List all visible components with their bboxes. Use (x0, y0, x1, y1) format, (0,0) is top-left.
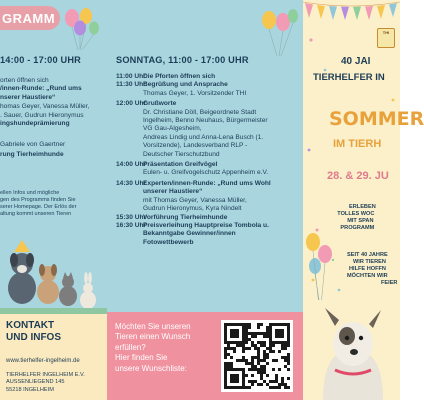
program-row (116, 134, 271, 142)
program-time: 15:30 Uhr (116, 213, 147, 221)
program-row (116, 230, 271, 238)
program-time (116, 125, 143, 133)
club-logo: THI (377, 28, 395, 48)
program-row (116, 109, 271, 117)
anniversary-line: SEIT 40 JAHRE (347, 252, 388, 258)
balloons-illustration (303, 228, 343, 308)
invite-line: PROGRAMM (340, 225, 375, 231)
program-text: Vorführung Tierheimhunde (143, 213, 228, 221)
program-text: Deutscher Tierschutzbund (143, 150, 220, 158)
info-line: altung kommt unseren Tieren (0, 211, 72, 217)
program-time (116, 169, 143, 177)
anniversary-line: MÖCHTEN WIR (347, 273, 388, 279)
program-time (116, 205, 143, 213)
anniversary-line: HILFE HOFFN (349, 266, 386, 272)
program-row (116, 117, 271, 125)
program-text: Bekanntgabe Gewinner/innen (143, 230, 236, 238)
program-title: GRAMM (2, 11, 56, 26)
program-text: Präsentation Greifvögel (143, 161, 218, 169)
program-time: 11:30 Uhr (116, 81, 146, 89)
wishlist-qr-code[interactable] (221, 320, 293, 392)
animals-illustration (0, 232, 107, 314)
program-time (116, 188, 143, 196)
anniversary-line: FEIER (381, 280, 398, 286)
program-text: Preisverleihung Hauptpreise Tombola u. (143, 221, 269, 229)
wishlist-line: erfüllen? (115, 342, 146, 352)
invite-line: TOLLES WOC (337, 211, 375, 217)
contact-heading-line: KONTAKT (6, 320, 55, 331)
program-row (116, 169, 271, 177)
sunday-heading: SONNTAG, 11:00 - 17:00 UHR (116, 55, 249, 65)
wishlist-line: Tieren einen Wunsch (115, 332, 191, 342)
middle-panel (107, 0, 303, 400)
contact-box (0, 314, 107, 400)
event-dates: 28. & 29. JU (327, 170, 389, 182)
program-time: 12:00 Uhr (116, 100, 147, 108)
program-text: Gudrun Hieronymus, Kyra Nindelt (143, 205, 242, 213)
invite-line: ERLEBEN (349, 204, 376, 210)
address-line: TIERHELFER INGELHEIM E.V. (6, 372, 85, 378)
program-text: Begrüßung und Ansprache (143, 81, 228, 89)
left-program-line: ingshundeprämierung (0, 120, 70, 127)
dog-photo (303, 300, 400, 400)
program-row (116, 81, 271, 89)
invite-line: MIT SPAN (347, 218, 374, 224)
program-row (116, 239, 271, 247)
program-text: mit Thomas Geyer, Vanessa Müller, (143, 196, 247, 204)
program-time: 11:00 Uhr (116, 73, 146, 80)
program-text: Thomas Geyer, 1. Vorsitzender THI (143, 89, 247, 97)
address-line: AUSSENLIEGEND 145 (6, 379, 65, 386)
program-time (116, 151, 143, 159)
website-link[interactable]: www.tierhelfer-ingelheim.de (6, 358, 80, 364)
program-row (116, 142, 271, 150)
left-program-line: homas Geyer, Vanessa Müller, (0, 103, 90, 110)
event-subtitle: IM TIERH (333, 138, 382, 150)
wishlist-line: Möchten Sie unseren (115, 322, 191, 331)
program-text: Dr. Christiane Döll, Beigeordnete Stadt (143, 108, 257, 116)
program-row (116, 90, 271, 98)
program-text: unserer Haustiere“ (143, 188, 203, 196)
program-title-banner (0, 6, 60, 30)
saturday-heading: 14:00 - 17:00 UHR (0, 55, 82, 65)
program-time: 14:30 Uhr (116, 179, 147, 187)
program-text: Die Pforten öffnen sich (143, 73, 216, 80)
wishlist-line: Hier finden Sie (115, 353, 168, 363)
program-row (116, 205, 271, 213)
anniversary-line: WIR TIEREN (353, 259, 386, 265)
program-text: Eulen- u. Greifvogelschutz Appenheim e.V. (143, 169, 269, 177)
program-text: Grußworte (143, 100, 177, 108)
program-text: Experten/innen-Runde: „Rund ums Wohl (143, 179, 271, 187)
anniversary-title: 40 JAI (341, 56, 371, 67)
left-panel (0, 0, 107, 400)
contact-heading (6, 320, 61, 344)
left-program-line: nserer Haustiere“ (0, 93, 56, 101)
program-text: Fotowettbewerb (143, 238, 194, 246)
qr-code-icon (221, 320, 293, 392)
program-row (116, 151, 271, 159)
program-time (116, 239, 143, 247)
left-program-line: Gabriele von Gaertner (0, 141, 66, 148)
right-panel (303, 0, 424, 400)
program-time (116, 142, 143, 150)
program-time: 14:00 Uhr (116, 161, 147, 169)
program-time (116, 90, 143, 98)
info-line: ellen Infos und mögliche (0, 190, 60, 196)
address-line: 55218 INGELHEIM (6, 386, 54, 393)
info-line: serer Homepage. Der Erlös der (0, 204, 77, 210)
program-row (116, 161, 271, 169)
program-text: Vorsitzende), Landesverband RLP - (143, 142, 248, 150)
program-text: VG Gau-Algesheim, (143, 125, 202, 133)
program-row (116, 73, 271, 81)
program-row (116, 180, 271, 188)
event-title: SOMMER (329, 108, 424, 130)
sunday-program (116, 73, 271, 247)
address (6, 372, 85, 394)
program-time (116, 197, 143, 205)
wishlist-text (115, 322, 215, 374)
wishlist-line: unsere Wunschliste: (115, 363, 187, 373)
program-row (116, 188, 271, 196)
info-note (0, 190, 76, 218)
program-row (116, 125, 271, 133)
anniversary-subtitle: TIERHELFER IN (313, 72, 385, 83)
left-program-line: . Sauer, Gudrun Hieronymus (0, 111, 84, 119)
program-time: 16:30 Uhr (116, 221, 147, 229)
program-time (116, 117, 143, 125)
program-time (116, 230, 143, 238)
left-program-line: orten öffnen sich (0, 77, 49, 84)
contact-heading-line: UND INFOS (6, 332, 61, 343)
program-row (116, 214, 271, 222)
program-row (116, 222, 271, 230)
balloons-illustration (257, 8, 301, 58)
program-row (116, 100, 271, 108)
wishlist-box (107, 312, 303, 400)
left-program-line: rung Tierheimhunde (0, 151, 64, 158)
program-row (116, 197, 271, 205)
balloons-illustration (58, 6, 104, 52)
info-line: gen des Programms finden Sie (0, 197, 76, 203)
program-text: Ingelheim, Benno Neuhaus, Bürgermeister (143, 117, 268, 125)
left-program-line: /innen-Runde: „Rund ums (0, 85, 82, 92)
program-time (116, 109, 143, 117)
program-text: Andreas Lindig und Anna-Lena Busch (1. (143, 133, 264, 141)
program-time (116, 134, 143, 142)
bunting-decoration (303, 0, 400, 26)
